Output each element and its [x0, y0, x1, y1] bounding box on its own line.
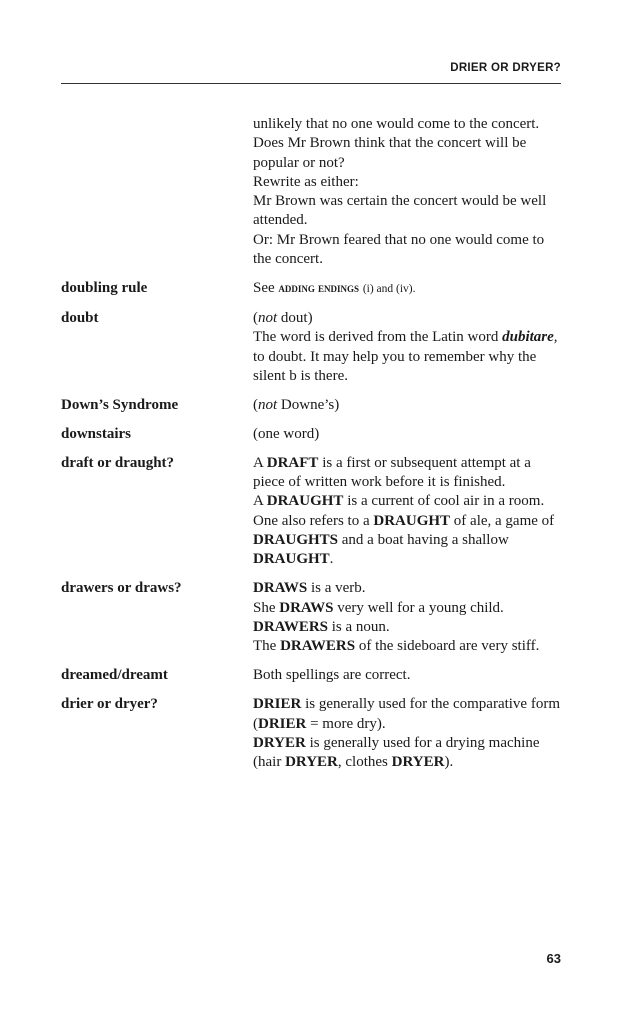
- definition: DRIER is generally used for the comparative form (DRIER = more dry). DRYER is generally used for a drying machine (hair DRYER, clothes DRYER).: [253, 696, 560, 771]
- entry-drier-or-dryer: [61, 695, 561, 772]
- continued-text-2: Does Mr Brown think that the concert will be popular or not?: [253, 135, 527, 171]
- headword: drier or dryer?: [61, 696, 158, 713]
- headword: Down’s Syndrome: [61, 396, 179, 413]
- continued-entry: [253, 115, 561, 269]
- continued-text-3: Rewrite as either:: [253, 173, 359, 190]
- entry-doubt: [61, 309, 561, 386]
- headword: drawers or draws?: [61, 580, 182, 597]
- entry-doubling-rule: [61, 279, 561, 299]
- entry-draft-or-draught: [61, 454, 561, 570]
- entries: [61, 115, 561, 772]
- headword: draft or draught?: [61, 454, 175, 471]
- definition: Both spellings are correct.: [253, 667, 411, 684]
- definition: (not Downe’s): [253, 396, 340, 413]
- definition: (one word): [253, 425, 320, 442]
- headword: downstairs: [61, 425, 132, 442]
- definition: A DRAFT is a first or subsequent attempt at a piece of written work before it is finished. A DRAUGHT is a current of cool air in a room. One also refers to a DRAUGHT of ale, a game of DRAUGHTS and a boat having a shallow DRAUGHT.: [253, 454, 555, 568]
- headword: doubt: [61, 310, 99, 327]
- entry-dreamed-dreamt: [61, 666, 561, 685]
- continued-text-4b: Or: Mr Brown feared that no one would come to the concert.: [253, 231, 545, 268]
- headword: dreamed/dreamt: [61, 667, 168, 684]
- continued-text-1: unlikely that no one would come to the concert.: [253, 116, 540, 132]
- header-rule: [61, 83, 561, 84]
- definition: DRAWS is a verb. She DRAWS very well for a young child. DRAWERS is a noun. The DRAWERS of the sideboard are very stiff.: [253, 580, 540, 655]
- entry-downs-syndrome: [61, 396, 561, 415]
- cross-reference: adding endings: [278, 281, 360, 296]
- page-number: 63: [546, 951, 561, 966]
- definition: (not dout) The word is derived from the Latin word dubitare, to doubt. It may help you to remember why the silent b is there.: [253, 310, 558, 384]
- entry-drawers-or-draws: [61, 579, 561, 656]
- continued-text-4a: Mr Brown was certain the concert would be well attended.: [253, 193, 547, 229]
- running-head: DRIER OR DRYER?: [450, 62, 561, 74]
- entry-downstairs: [61, 425, 561, 444]
- definition: See adding endings (i) and (iv).: [253, 280, 416, 297]
- headword: doubling rule: [61, 280, 148, 297]
